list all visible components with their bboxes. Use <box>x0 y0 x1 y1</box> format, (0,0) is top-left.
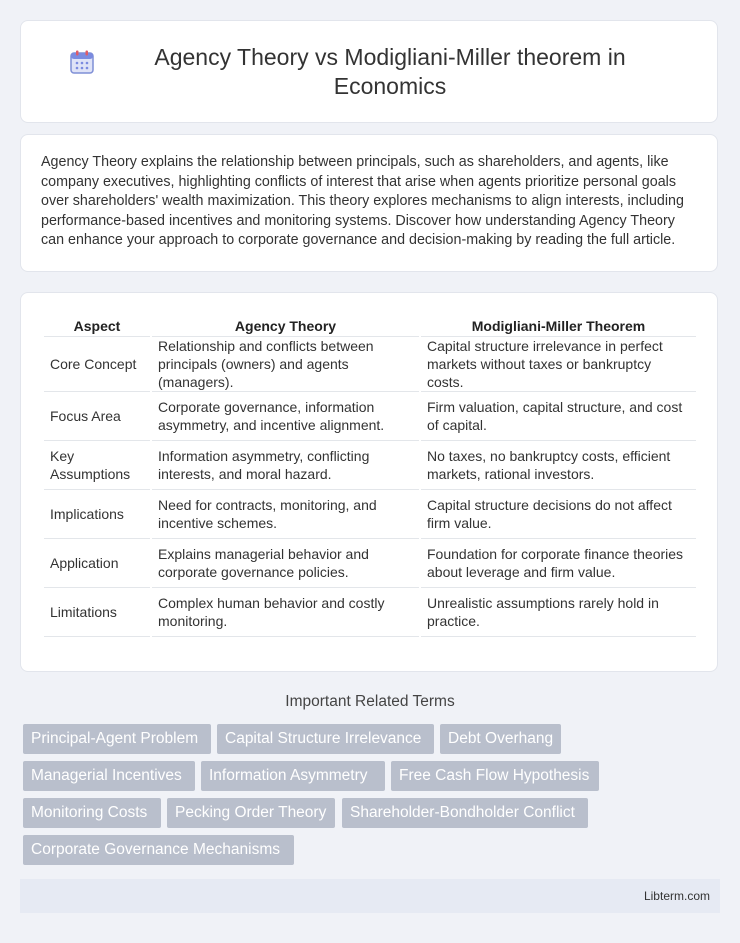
tag-capital-structure-irrelevance[interactable]: Capital Structure Irrelevance <box>217 724 434 754</box>
row-agency: Complex human behavior and costly monitoring. <box>152 588 419 637</box>
row-mm: Unrealistic assumptions rarely hold in practice. <box>421 588 696 637</box>
footer <box>20 879 720 913</box>
calendar-icon <box>69 43 111 80</box>
row-aspect: Key Assumptions <box>44 441 150 490</box>
table-row <box>44 441 696 490</box>
row-aspect: Limitations <box>44 588 150 637</box>
tag-principal-agent-problem[interactable]: Principal-Agent Problem <box>23 724 211 754</box>
row-agency: Need for contracts, monitoring, and incentive schemes. <box>152 490 419 539</box>
comparison-card <box>20 292 718 672</box>
row-mm: No taxes, no bankruptcy costs, efficient markets, rational investors. <box>421 441 696 490</box>
tag-monitoring-costs[interactable]: Monitoring Costs <box>23 798 161 828</box>
row-mm: Capital structure irrelevance in perfect markets without taxes or bankruptcy costs. <box>421 337 696 392</box>
header-card <box>20 20 718 123</box>
table-row <box>44 539 696 588</box>
tag-corporate-governance-mechanisms[interactable]: Corporate Governance Mechanisms <box>23 835 294 865</box>
row-mm: Firm valuation, capital structure, and cost of capital. <box>421 392 696 441</box>
related-terms-title: Important Related Terms <box>285 693 455 710</box>
row-mm: Foundation for corporate finance theories about leverage and firm value. <box>421 539 696 588</box>
header-aspect: Aspect <box>44 315 150 337</box>
table-row <box>44 337 696 392</box>
tag-managerial-incentives[interactable]: Managerial Incentives <box>23 761 195 791</box>
tag-debt-overhang[interactable]: Debt Overhang <box>440 724 561 754</box>
row-mm: Capital structure decisions do not affect firm value. <box>421 490 696 539</box>
row-agency: Information asymmetry, conflicting interests, and moral hazard. <box>152 441 419 490</box>
row-aspect: Application <box>44 539 150 588</box>
page-title: Agency Theory vs Modigliani-Miller theorem in Economics <box>154 43 626 99</box>
comparison-table <box>42 315 698 637</box>
row-aspect: Core Concept <box>44 337 150 392</box>
row-agency: Explains managerial behavior and corporate governance policies. <box>152 539 419 588</box>
row-agency: Corporate governance, information asymmetry, and incentive alignment. <box>152 392 419 441</box>
table-row <box>44 392 696 441</box>
intro-text: Agency Theory explains the relationship between principals, such as shareholders, and agents, like company executives, highlighting conflicts of interest that arise when agents prioritize personal goals over shareholders' wealth maximization. This theory explores mechanisms to align interests, including performance-based incentives and monitoring systems. Discover how understanding Agency Theory can enhance your approach to corporate governance and decision-making by reading the full article. <box>41 154 684 249</box>
tag-information-asymmetry[interactable]: Information Asymmetry <box>201 761 385 791</box>
row-aspect: Implications <box>44 490 150 539</box>
table-header-row <box>44 315 696 337</box>
header-agency-theory: Agency Theory <box>152 315 419 337</box>
table-row <box>44 490 696 539</box>
table-row <box>44 588 696 637</box>
footer-site-link[interactable]: Libterm.com <box>643 889 710 903</box>
tag-free-cash-flow-hypothesis[interactable]: Free Cash Flow Hypothesis <box>391 761 599 791</box>
tag-shareholder-bondholder-conflict[interactable]: Shareholder-Bondholder Conflict <box>342 798 588 828</box>
row-aspect: Focus Area <box>44 392 150 441</box>
row-agency: Relationship and conflicts between principals (owners) and agents (managers). <box>152 337 419 392</box>
intro-card <box>20 134 718 272</box>
tag-pecking-order-theory[interactable]: Pecking Order Theory <box>167 798 335 828</box>
header-mm-theorem: Modigliani-Miller Theorem <box>421 315 696 337</box>
